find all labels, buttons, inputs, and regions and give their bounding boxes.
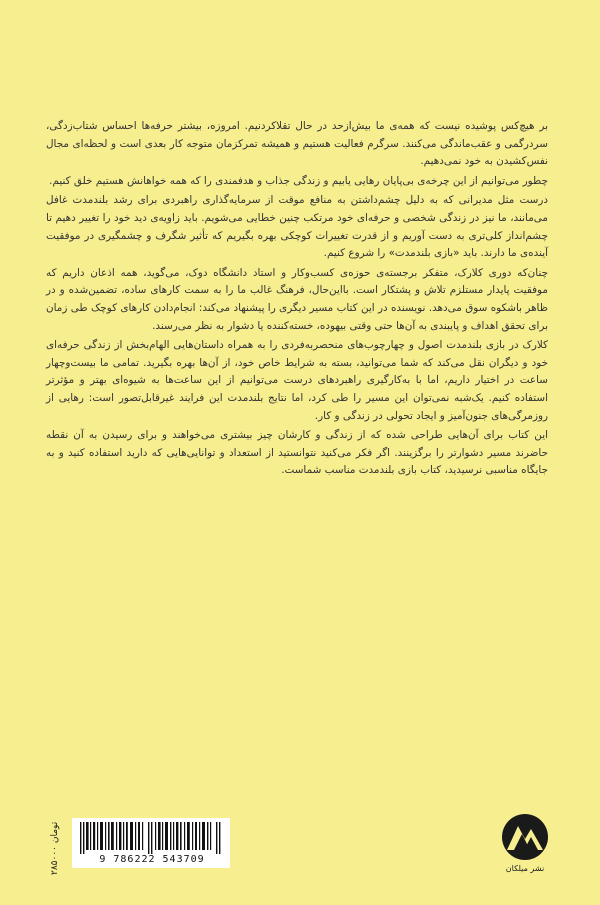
paragraph-5: کلارک در بازی بلندمدت اصول و چهارچوب‌های منحصربه‌فردی را به همراه داستان‌هایی الهام‌بخش از زندگی حرفه‌ای خود و دیگران نقل می‌کند که شما می‌توانید، بسته به شرایط خاص خود، از آن‌ها بهره بگیرید. تمامی ما بیست‌وچهار ساعت در اختیار داریم، اما با به‌کارگیری راهبردهای درست می‌توانیم از این ساعت‌ها به شیوه‌ای بهتر و مؤثرتر استفاده کنیم. یک‌شبه نمی‌توان این مسیر را طی کرد، اما نتایج بلندمدت این فرایند غیرقابل‌تصور است: رهایی از روزمرگی‌های جنون‌آمیز و ایجاد تحولی در زندگی و کار.: [46, 339, 548, 422]
barcode-area: [50, 818, 490, 878]
paragraph-6: این کتاب برای آن‌هایی طراحی شده که از زندگی و کارشان چیز بیشتری می‌خواهند و برای رسیدن به آن نقطه حاضرند مسیر دشوارتر را برگزینند. اگر فکر می‌کنید نتوانستید از استعداد و توانایی‌هایی که دارید استفاده کنید و به جایگاه مناسبی نرسیدید، کتاب بازی بلندمدت مناسب شماست.: [46, 429, 548, 477]
back-cover-text: [46, 118, 548, 482]
barcode-bars-icon: [80, 822, 222, 854]
publisher-logo: [500, 812, 550, 878]
price-label: ۲۸۵۰۰۰ تومان: [50, 821, 60, 875]
isbn-digits: 9 786222 543709: [99, 854, 205, 865]
paragraph-4: چنان‌که دوری کلارک، متفکر برجسته‌ی حوزه‌ی کسب‌وکار و استاد دانشگاه دوک، می‌گوید، همه اذعان داریم که موفقیت پایدار مستلزم تلاش و پشتکار است. بااین‌حال، فرهنگ غالب ما را به سمت کارهای ساده، تضمین‌شده و در ظاهر باشکوه سوق می‌دهد. نویسنده در این کتاب مسیر دیگری را پیشنهاد می‌کند: انجام‌دادن کارهای کوچک طی زمان برای تحقق اهداف و پایبندی به آن‌ها حتی وقتی بیهوده، خسته‌کننده یا دشوار به نظر می‌رسند.: [46, 266, 548, 332]
isbn-barcode: [72, 818, 230, 868]
publisher-name: نشر میلکان: [505, 864, 545, 873]
paragraph-3: درست مثل مدیرانی که به دلیل چشم‌داشتن به منافع موقت از سرمایه‌گذاری راهبردی برای رشد بلندمدت غافل می‌مانند، ما نیز در زندگی شخصی و حرفه‌ای خود مرتکب چنین خطایی می‌شویم. باید زاویه‌ی دید خود را تغییر دهیم تا چشم‌انداز کلی‌تری به دست آوریم و از قدرت تغییرات کوچکی بهره بگیریم که تأثیر شگرف و چشمگیری در موفقیت آینده‌ی ما دارند. باید «بازی بلندمدت» را شروع کنیم.: [46, 194, 548, 260]
paragraph-2: چطور می‌توانیم از این چرخه‌ی بی‌پایان رهایی یابیم و زندگی جذاب و هدفمندی را که همه خواهانش هستیم خلق کنیم.: [49, 174, 548, 187]
mountain-logo-icon: [500, 812, 550, 862]
paragraph-1: بر هیچ‌کس پوشیده نیست که همه‌ی ما بیش‌ازحد در حال تقلاکردنیم. امروزه، بیشتر حرفه‌ها احساس شتاب‌زدگی، سردرگمی و عقب‌ماندگی می‌کنند. سرگرم فعالیت هستیم و همیشه تمرکزمان متوجه کار بعدی است و لحظه‌ای مجال نفس‌کشیدن به خود نمی‌دهیم.: [46, 120, 548, 168]
